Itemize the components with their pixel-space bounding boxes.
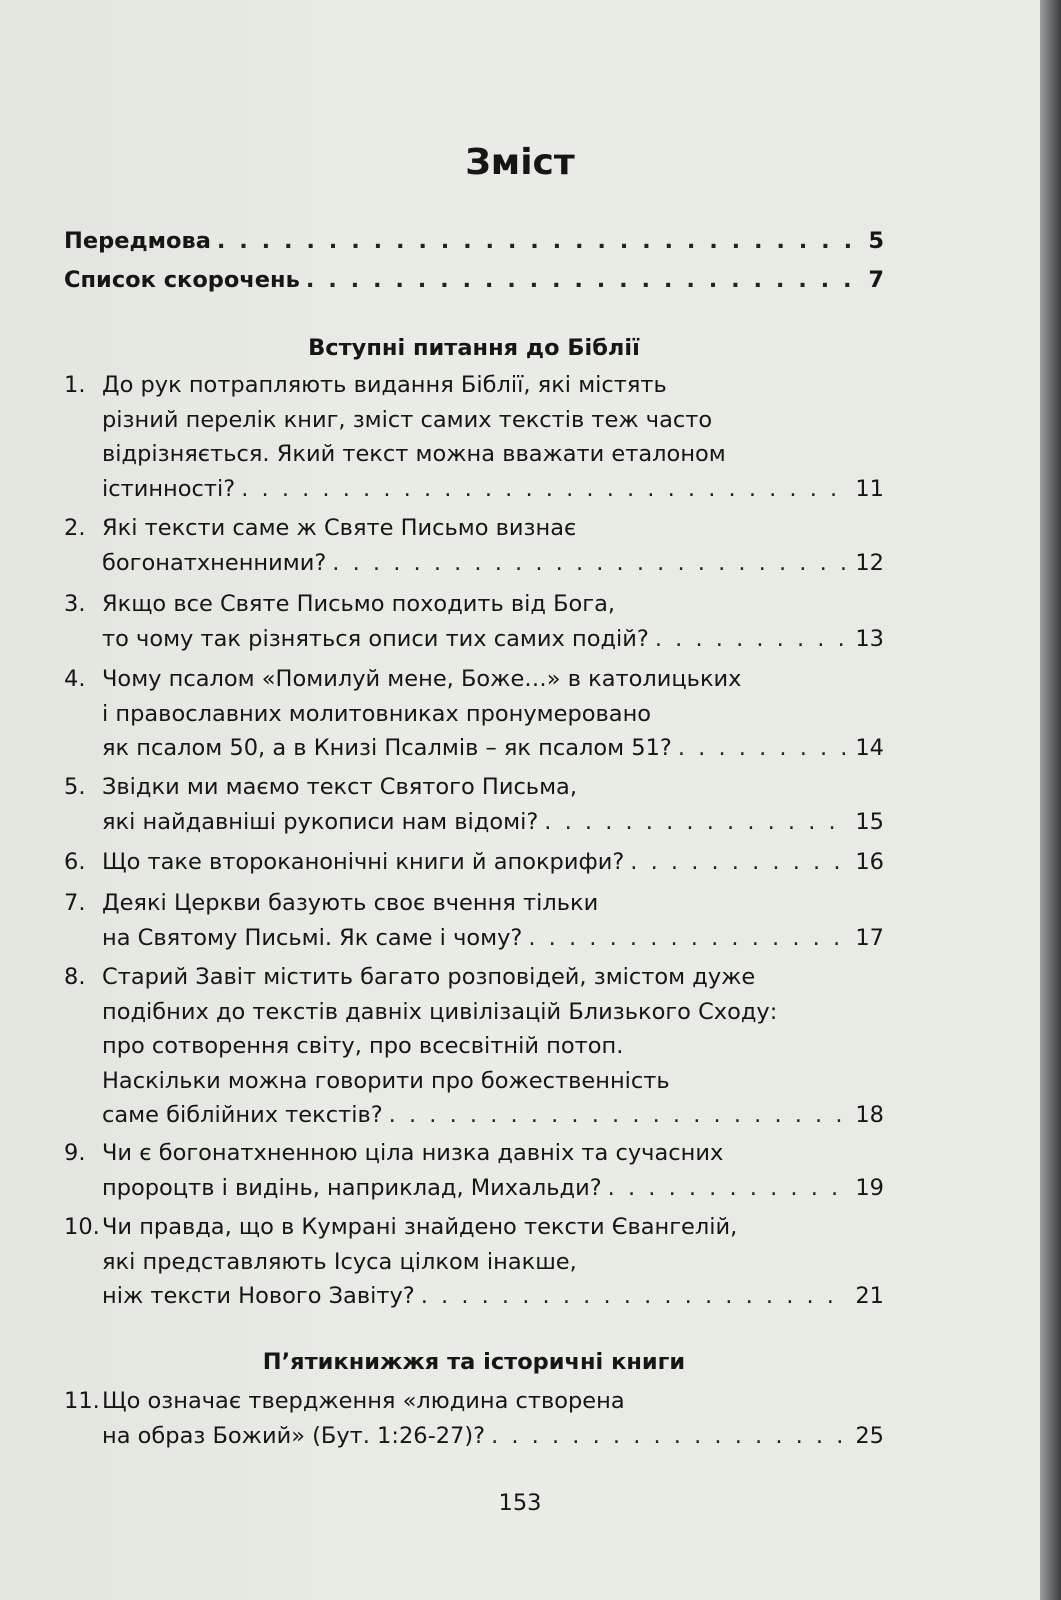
dot-leader [544, 805, 849, 840]
toc-row-text: Список скорочень [64, 267, 300, 293]
toc-row-preface [64, 224, 884, 259]
entry-last-line [102, 622, 884, 657]
entry-number: 4. [64, 666, 86, 692]
section-heading: П’ятикнижжя та історичні книги [262, 1349, 686, 1375]
entry-line: як псалом 50, а в Книзі Псалмів – як псалом 51? [102, 735, 672, 761]
toc-entry [64, 1136, 884, 1205]
entry-line: подібних до текстів давніх цивілізацій Близького Сходу: [102, 998, 778, 1025]
page-number: 153 [498, 1490, 542, 1516]
entry-line: які представляють Ісуса цілком інакше, [102, 1248, 577, 1275]
entry-line: на образ Божий» (Бут. 1:26-27)? [102, 1422, 486, 1449]
entry-line: відрізняється. Який текст можна вважати еталоном [102, 441, 726, 467]
entry-last-line [102, 845, 884, 880]
toc-entry [64, 1384, 884, 1453]
entry-last-line [102, 1419, 884, 1454]
dot-leader [217, 224, 862, 259]
dot-leader [491, 1419, 849, 1454]
dot-leader [332, 546, 849, 581]
entry-line: і православних молитовниках пронумеровано [102, 700, 652, 727]
toc-entry [64, 845, 884, 880]
entry-line: богонатхненними? [102, 549, 327, 576]
entry-line: Звідки ми маємо текст Святого Письма, [102, 774, 577, 800]
entry-number: 6. [64, 849, 86, 875]
entry-page: 11 [855, 475, 884, 502]
dot-leader [421, 1279, 850, 1314]
entry-line: Деякі Церкви базують своє вчення тільки [102, 890, 599, 916]
entry-page: 12 [855, 549, 884, 576]
entry-line: Старий Завіт містить багато розповідей, змістом дуже [102, 964, 756, 990]
entry-number: 11. [64, 1388, 100, 1414]
entry-number: 10. [64, 1214, 100, 1240]
entry-last-line [102, 1098, 884, 1133]
entry-number: 1. [64, 372, 86, 398]
toc-entry [64, 368, 884, 506]
entry-page: 14 [855, 735, 884, 761]
entry-line: Якщо все Святе Письмо походить від Бога, [102, 591, 616, 617]
dot-leader [655, 622, 850, 657]
entry-line: істинності? [102, 475, 236, 502]
entry-page: 17 [855, 924, 884, 951]
entry-last-line [102, 805, 884, 840]
entry-page: 13 [855, 625, 884, 652]
entry-number: 9. [64, 1140, 86, 1166]
entry-page: 19 [855, 1174, 884, 1201]
entry-line: ніж тексти Нового Завіту? [102, 1283, 415, 1309]
entry-line: про сотворення світу, про всесвітній потоп. [102, 1033, 624, 1059]
toc-entry [64, 886, 884, 955]
dot-leader [306, 263, 863, 298]
toc-entry [64, 587, 884, 656]
toc-entry [64, 960, 884, 1133]
entry-line: Які тексти саме ж Святе Письмо визнає [102, 515, 577, 541]
dot-leader [608, 1171, 850, 1206]
entry-line: на Святому Письмі. Як саме і чому? [102, 924, 523, 951]
toc-entry [64, 511, 884, 580]
entry-last-line [102, 1279, 884, 1314]
toc-row-page: 7 [868, 267, 884, 293]
entry-last-line [102, 472, 884, 507]
toc-row-abbreviations [64, 263, 884, 298]
section-heading: Вступні питання до Біблії [308, 335, 640, 361]
entry-page: 21 [855, 1283, 884, 1309]
entry-line: Що таке второканонічні книги й апокрифи? [102, 849, 625, 875]
entry-line: які найдавніші рукописи нам відомі? [102, 808, 539, 835]
entry-page: 18 [855, 1102, 884, 1128]
dot-leader [389, 1098, 850, 1133]
entry-number: 3. [64, 591, 86, 617]
dot-leader [241, 472, 849, 507]
entry-line: різний перелік книг, зміст самих текстів теж часто [102, 406, 713, 433]
entry-line: Що означає твердження «людина створена [102, 1388, 625, 1414]
entry-line: Наскільки можна говорити про божественність [102, 1067, 670, 1094]
toc-entry [64, 770, 884, 839]
dot-leader [630, 845, 849, 880]
entry-line: Чи правда, що в Кумрані знайдено тексти Євангелій, [102, 1214, 738, 1240]
entry-number: 7. [64, 890, 86, 916]
entry-number: 2. [64, 515, 86, 541]
entry-line: До рук потрапляють видання Біблії, які містять [102, 372, 667, 398]
toc-title: Зміст [465, 142, 575, 183]
dot-leader [528, 921, 849, 956]
entry-number: 5. [64, 774, 86, 800]
entry-page: 15 [855, 808, 884, 835]
toc-row-page: 5 [868, 228, 884, 254]
entry-line: Чи є богонатхненною ціла низка давніх та сучасних [102, 1140, 724, 1166]
toc-entry [64, 662, 884, 766]
entry-line: саме біблійних текстів? [102, 1102, 383, 1128]
dot-leader [678, 731, 849, 766]
entry-line: то чому так різняться описи тих самих подій? [102, 625, 649, 652]
entry-line: пророцтв і видінь, наприклад, Михальди? [102, 1174, 602, 1201]
entry-last-line [102, 1171, 884, 1206]
entry-last-line [102, 731, 884, 766]
book-edge [1040, 0, 1061, 1600]
toc-row-text: Передмова [64, 228, 211, 254]
entry-page: 16 [855, 849, 884, 875]
entry-page: 25 [855, 1422, 884, 1449]
entry-number: 8. [64, 964, 86, 990]
entry-line: Чому псалом «Помилуй мене, Боже…» в католицьких [102, 666, 742, 692]
toc-entry [64, 1210, 884, 1314]
entry-last-line [102, 546, 884, 581]
entry-last-line [102, 921, 884, 956]
